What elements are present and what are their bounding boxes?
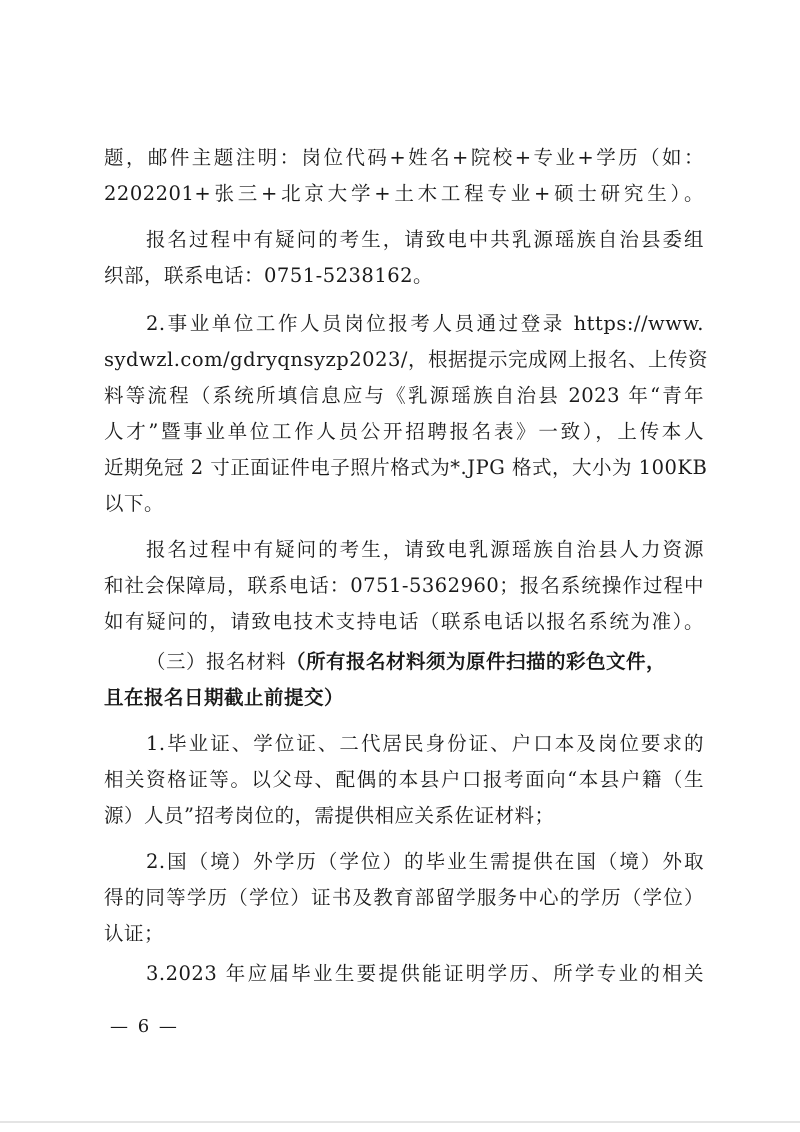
paragraph-line: 源）人员”招考岗位的，需提供相应关系佐证材料； [104,804,555,827]
section-heading [146,648,704,676]
paragraph-line: sydwzl.com/gdryqnsyzp2023/，根据提示完成网上报名、上传资 [104,348,708,371]
paragraph-line: 认证； [104,922,165,945]
paragraph-line: 2202201+张三+北京大学+土木工程专业+硕士研究生）。 [104,182,704,205]
section-heading-title: （三）报名材料 [146,650,287,673]
paragraph-line: 题，邮件主题注明：岗位代码+姓名+院校+专业+学历（如： [104,146,704,169]
paragraph-line: 以下。 [104,492,165,515]
paragraph-line: 2.国（境）外学历（学位）的毕业生需提供在国（境）外取 [146,850,704,873]
page-bottom-edge [0,1121,800,1123]
paragraph-line: 和社会保障局，联系电话：0751-5362960；报名系统操作过程中 [104,574,704,597]
paragraph-line: 人才”暨事业单位工作人员公开招聘报名表》一致），上传本人 [104,420,704,443]
paragraph-line: 报名过程中有疑问的考生，请致电中共乳源瑶族自治县委组 [146,228,704,251]
paragraph-line: 相关资格证等。以父母、配偶的本县户口报考面向“本县户籍（生 [104,768,704,791]
paragraph-line: 1.毕业证、学位证、二代居民身份证、户口本及岗位要求的 [146,732,704,755]
paragraph-line: 如有疑问的，请致电技术支持电话（联系电话以报名系统为准）。 [104,610,704,633]
section-heading-note: （所有报名材料须为原件扫描的彩色文件， [286,650,667,673]
paragraph-line: 3.2023 年应届毕业生要提供能证明学历、所学专业的相关 [146,962,704,985]
paragraph-line: 2.事业单位工作人员岗位报考人员通过登录 https://www. [146,312,704,335]
section-heading-note-continued: 且在报名日期截止前提交） [104,686,345,709]
paragraph-line: 近期免冠 2 寸正面证件电子照片格式为*.JPG 格式，大小为 100KB [104,456,708,479]
paragraph-line: 料等流程（系统所填信息应与《乳源瑶族自治县 2023 年“青年 [104,384,704,407]
paragraph-line: 织部，联系电话：0751-5238162。 [104,264,434,287]
paragraph-line: 报名过程中有疑问的考生，请致电乳源瑶族自治县人力资源 [146,538,704,561]
paragraph-line: 得的同等学历（学位）证书及教育部留学服务中心的学历（学位） [104,886,704,909]
page-number: — 6 — [110,1016,179,1037]
